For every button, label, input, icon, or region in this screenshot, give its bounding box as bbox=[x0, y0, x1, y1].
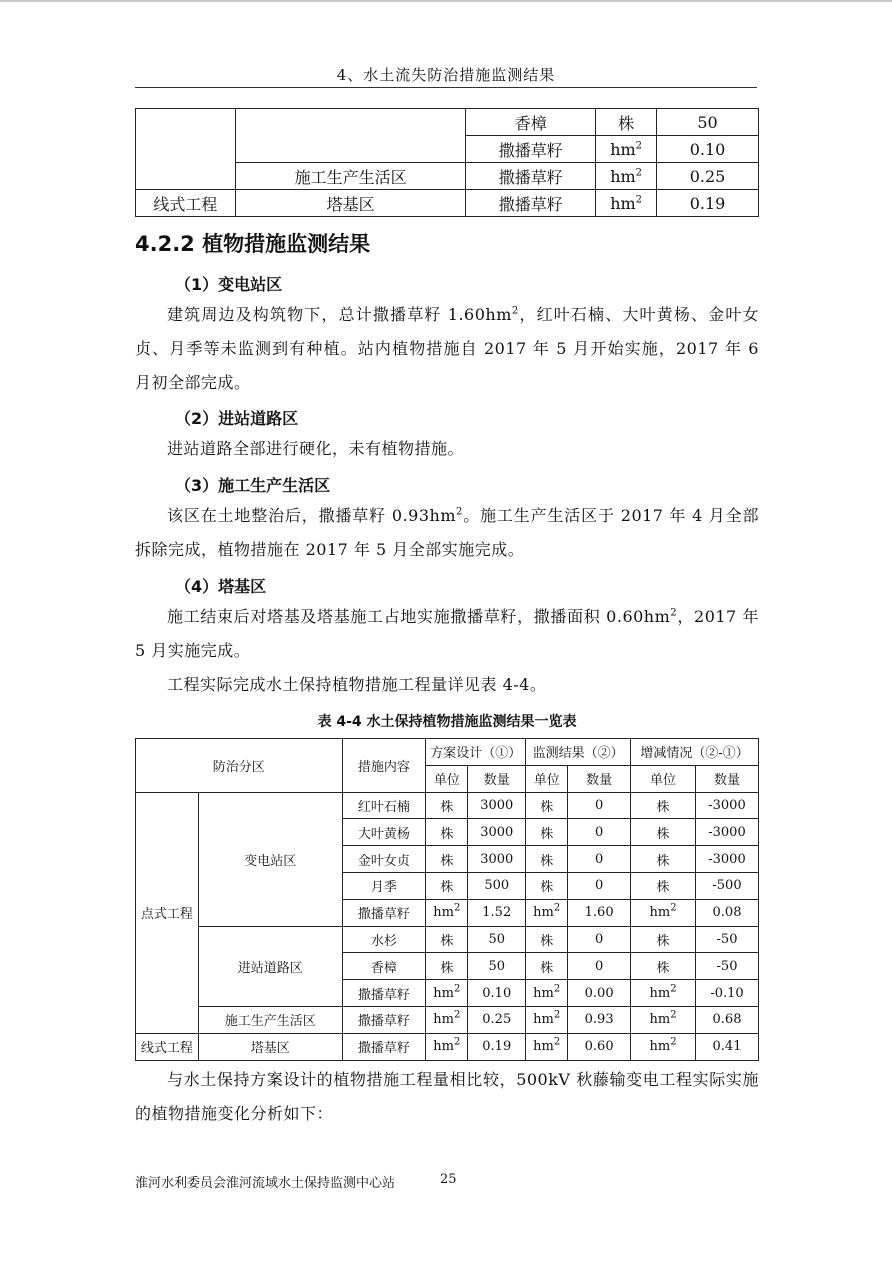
qty-cell: 0.10 bbox=[468, 980, 526, 1007]
qty-cell: 50 bbox=[468, 953, 526, 980]
table-cell: 0.25 bbox=[657, 163, 759, 190]
unit-cell: $hm^2$ bbox=[631, 899, 696, 926]
category-point: 点式工程 bbox=[136, 792, 199, 1033]
qty-cell: -3000 bbox=[696, 819, 759, 846]
closing-paragraph: 与水土保持方案设计的植物措施工程量相比较，500kV 秋藤输变电工程实际实施的植物措施变化分析如下： bbox=[135, 1070, 759, 1123]
qty-cell: 0 bbox=[568, 792, 631, 819]
paragraph-construction-camp: 该区在土地整治后，撒播草籽 $0.93hm^2$。施工生产生活区于 2017 年 4 月全部拆除完成，植物措施在 2017 年 5 月全部实施完成。 bbox=[135, 506, 759, 559]
subheading-tower-base: （4）塔基区 bbox=[175, 577, 267, 596]
unit-cell: 株 bbox=[526, 872, 568, 899]
paragraph-access-road: 进站道路全部进行硬化，未有植物措施。 bbox=[167, 439, 465, 458]
qty-cell: 0.41 bbox=[696, 1033, 759, 1060]
unit-cell: 株 bbox=[426, 926, 468, 953]
section-heading: 4.2.2 植物措施监测结果 bbox=[135, 232, 371, 256]
table-row bbox=[136, 1006, 759, 1033]
unit-cell: 株 bbox=[631, 792, 696, 819]
unit-cell: $hm^2$ bbox=[426, 1033, 468, 1060]
table-row bbox=[136, 1033, 759, 1060]
qty-cell: 0.60 bbox=[568, 1033, 631, 1060]
qty-cell: 0.08 bbox=[696, 899, 759, 926]
unit-cell: 株 bbox=[426, 792, 468, 819]
measure-cell: 撒播草籽 bbox=[342, 1006, 426, 1033]
qty-cell: 50 bbox=[468, 926, 526, 953]
qty-cell: 3000 bbox=[468, 846, 526, 873]
unit-cell: 株 bbox=[631, 819, 696, 846]
table-cell: 塔基区 bbox=[235, 190, 466, 217]
unit-cell: $hm^2$ bbox=[526, 1033, 568, 1060]
measure-cell: 香樟 bbox=[342, 953, 426, 980]
table-cell: 撒播草籽 bbox=[466, 190, 596, 217]
header-measure: 措施内容 bbox=[342, 739, 426, 793]
category-line: 线式工程 bbox=[136, 1033, 199, 1060]
header-unit: 单位 bbox=[426, 765, 468, 792]
measure-cell: 撒播草籽 bbox=[342, 1033, 426, 1060]
table-cell: 撒播草籽 bbox=[466, 136, 596, 163]
measure-cell: 撒播草籽 bbox=[342, 899, 426, 926]
measure-cell: 水杉 bbox=[342, 926, 426, 953]
qty-cell: -3000 bbox=[696, 792, 759, 819]
qty-cell: -3000 bbox=[696, 846, 759, 873]
header-zone: 防治分区 bbox=[136, 739, 343, 793]
table-row bbox=[136, 190, 759, 217]
unit-cell: 株 bbox=[631, 846, 696, 873]
footer-organization: 淮河水利委员会淮河流域水土保持监测中心站 bbox=[135, 1176, 396, 1191]
table-cell: $hm^2$ bbox=[596, 136, 657, 163]
page-number: 25 bbox=[440, 1172, 457, 1187]
paragraph-substation: 建筑周边及构筑物下，总计撒播草籽 $1.60hm^2$，红叶石楠、大叶黄杨、金叶女贞、月季等未监测到有种植。站内植物措施自 2017 年 5 月开始实施，2017 年 6 月初全部完成。 bbox=[135, 305, 759, 392]
qty-cell: 0.00 bbox=[568, 980, 631, 1007]
table-cell bbox=[235, 109, 466, 163]
qty-cell: 3000 bbox=[468, 792, 526, 819]
continued-table bbox=[135, 108, 759, 217]
header-monitor: 监测结果（②） bbox=[526, 739, 631, 766]
header-qty: 数量 bbox=[468, 765, 526, 792]
page-top-border bbox=[0, 0, 892, 2]
qty-cell: 0 bbox=[568, 953, 631, 980]
table-cell bbox=[136, 109, 236, 190]
qty-cell: 0 bbox=[568, 926, 631, 953]
table-cell: 0.10 bbox=[657, 136, 759, 163]
measure-cell: 撒播草籽 bbox=[342, 980, 426, 1007]
qty-cell: 0.93 bbox=[568, 1006, 631, 1033]
table-cell: 香樟 bbox=[466, 109, 596, 136]
subheading-substation: （1）变电站区 bbox=[175, 275, 283, 294]
subheading-construction-camp: （3）施工生产生活区 bbox=[175, 476, 331, 495]
unit-cell: 株 bbox=[631, 872, 696, 899]
unit-cell: $hm^2$ bbox=[426, 1006, 468, 1033]
table-caption: 表 4-4 水土保持植物措施监测结果一览表 bbox=[317, 714, 577, 730]
header-unit: 单位 bbox=[631, 765, 696, 792]
qty-cell: -500 bbox=[696, 872, 759, 899]
header-unit: 单位 bbox=[526, 765, 568, 792]
qty-cell: 1.60 bbox=[568, 899, 631, 926]
vegetation-measures-table bbox=[135, 738, 759, 1061]
unit-cell: 株 bbox=[526, 819, 568, 846]
header-qty: 数量 bbox=[568, 765, 631, 792]
measure-cell: 红叶石楠 bbox=[342, 792, 426, 819]
area-access-road: 进站道路区 bbox=[198, 926, 342, 1006]
unit-cell: 株 bbox=[631, 953, 696, 980]
qty-cell: -0.10 bbox=[696, 980, 759, 1007]
unit-cell: $hm^2$ bbox=[526, 1006, 568, 1033]
qty-cell: 0 bbox=[568, 819, 631, 846]
table-cell: 撒播草籽 bbox=[466, 163, 596, 190]
qty-cell: 0.19 bbox=[468, 1033, 526, 1060]
qty-cell: 0 bbox=[568, 846, 631, 873]
area-substation: 变电站区 bbox=[198, 792, 342, 926]
area-tower-base: 塔基区 bbox=[198, 1033, 342, 1060]
qty-cell: 3000 bbox=[468, 819, 526, 846]
subheading-access-road: （2）进站道路区 bbox=[175, 409, 299, 428]
unit-cell: 株 bbox=[526, 792, 568, 819]
unit-cell: 株 bbox=[426, 819, 468, 846]
paragraph-tower-base: 施工结束后对塔基及塔基施工占地实施撒播草籽，撒播面积 $0.60hm^2$，2017 年 5 月实施完成。 bbox=[135, 607, 759, 660]
unit-cell: $hm^2$ bbox=[631, 980, 696, 1007]
header-design: 方案设计（①） bbox=[426, 739, 526, 766]
qty-cell: -50 bbox=[696, 953, 759, 980]
unit-cell: 株 bbox=[526, 846, 568, 873]
qty-cell: 0.68 bbox=[696, 1006, 759, 1033]
unit-cell: $hm^2$ bbox=[426, 980, 468, 1007]
unit-cell: $hm^2$ bbox=[526, 980, 568, 1007]
measure-cell: 大叶黄杨 bbox=[342, 819, 426, 846]
unit-cell: $hm^2$ bbox=[426, 899, 468, 926]
qty-cell: 1.52 bbox=[468, 899, 526, 926]
unit-cell: $hm^2$ bbox=[631, 1033, 696, 1060]
paragraph-table-reference: 工程实际完成水土保持植物措施工程量详见表 4-4。 bbox=[167, 675, 547, 694]
unit-cell: $hm^2$ bbox=[631, 1006, 696, 1033]
table-cell: 50 bbox=[657, 109, 759, 136]
area-construction-camp: 施工生产生活区 bbox=[198, 1006, 342, 1033]
qty-cell: 500 bbox=[468, 872, 526, 899]
header-change: 增减情况（②-①） bbox=[631, 739, 759, 766]
qty-cell: 0.25 bbox=[468, 1006, 526, 1033]
table-cell: $hm^2$ bbox=[596, 163, 657, 190]
measure-cell: 金叶女贞 bbox=[342, 846, 426, 873]
unit-cell: 株 bbox=[426, 953, 468, 980]
table-row bbox=[136, 926, 759, 953]
table-row bbox=[136, 792, 759, 819]
unit-cell: 株 bbox=[526, 953, 568, 980]
unit-cell: 株 bbox=[426, 872, 468, 899]
unit-cell: 株 bbox=[631, 926, 696, 953]
header-rule bbox=[135, 87, 757, 88]
unit-cell: $hm^2$ bbox=[526, 899, 568, 926]
table-header-row bbox=[136, 739, 759, 766]
table-row bbox=[136, 109, 759, 136]
table-cell: 线式工程 bbox=[136, 190, 236, 217]
table-cell: 施工生产生活区 bbox=[235, 163, 466, 190]
qty-cell: -50 bbox=[696, 926, 759, 953]
running-header: 4、水土流失防治措施监测结果 bbox=[336, 66, 556, 84]
measure-cell: 月季 bbox=[342, 872, 426, 899]
header-qty: 数量 bbox=[696, 765, 759, 792]
table-cell: 株 bbox=[596, 109, 657, 136]
table-cell: 0.19 bbox=[657, 190, 759, 217]
unit-cell: 株 bbox=[526, 926, 568, 953]
unit-cell: 株 bbox=[426, 846, 468, 873]
qty-cell: 0 bbox=[568, 872, 631, 899]
table-cell: $hm^2$ bbox=[596, 190, 657, 217]
